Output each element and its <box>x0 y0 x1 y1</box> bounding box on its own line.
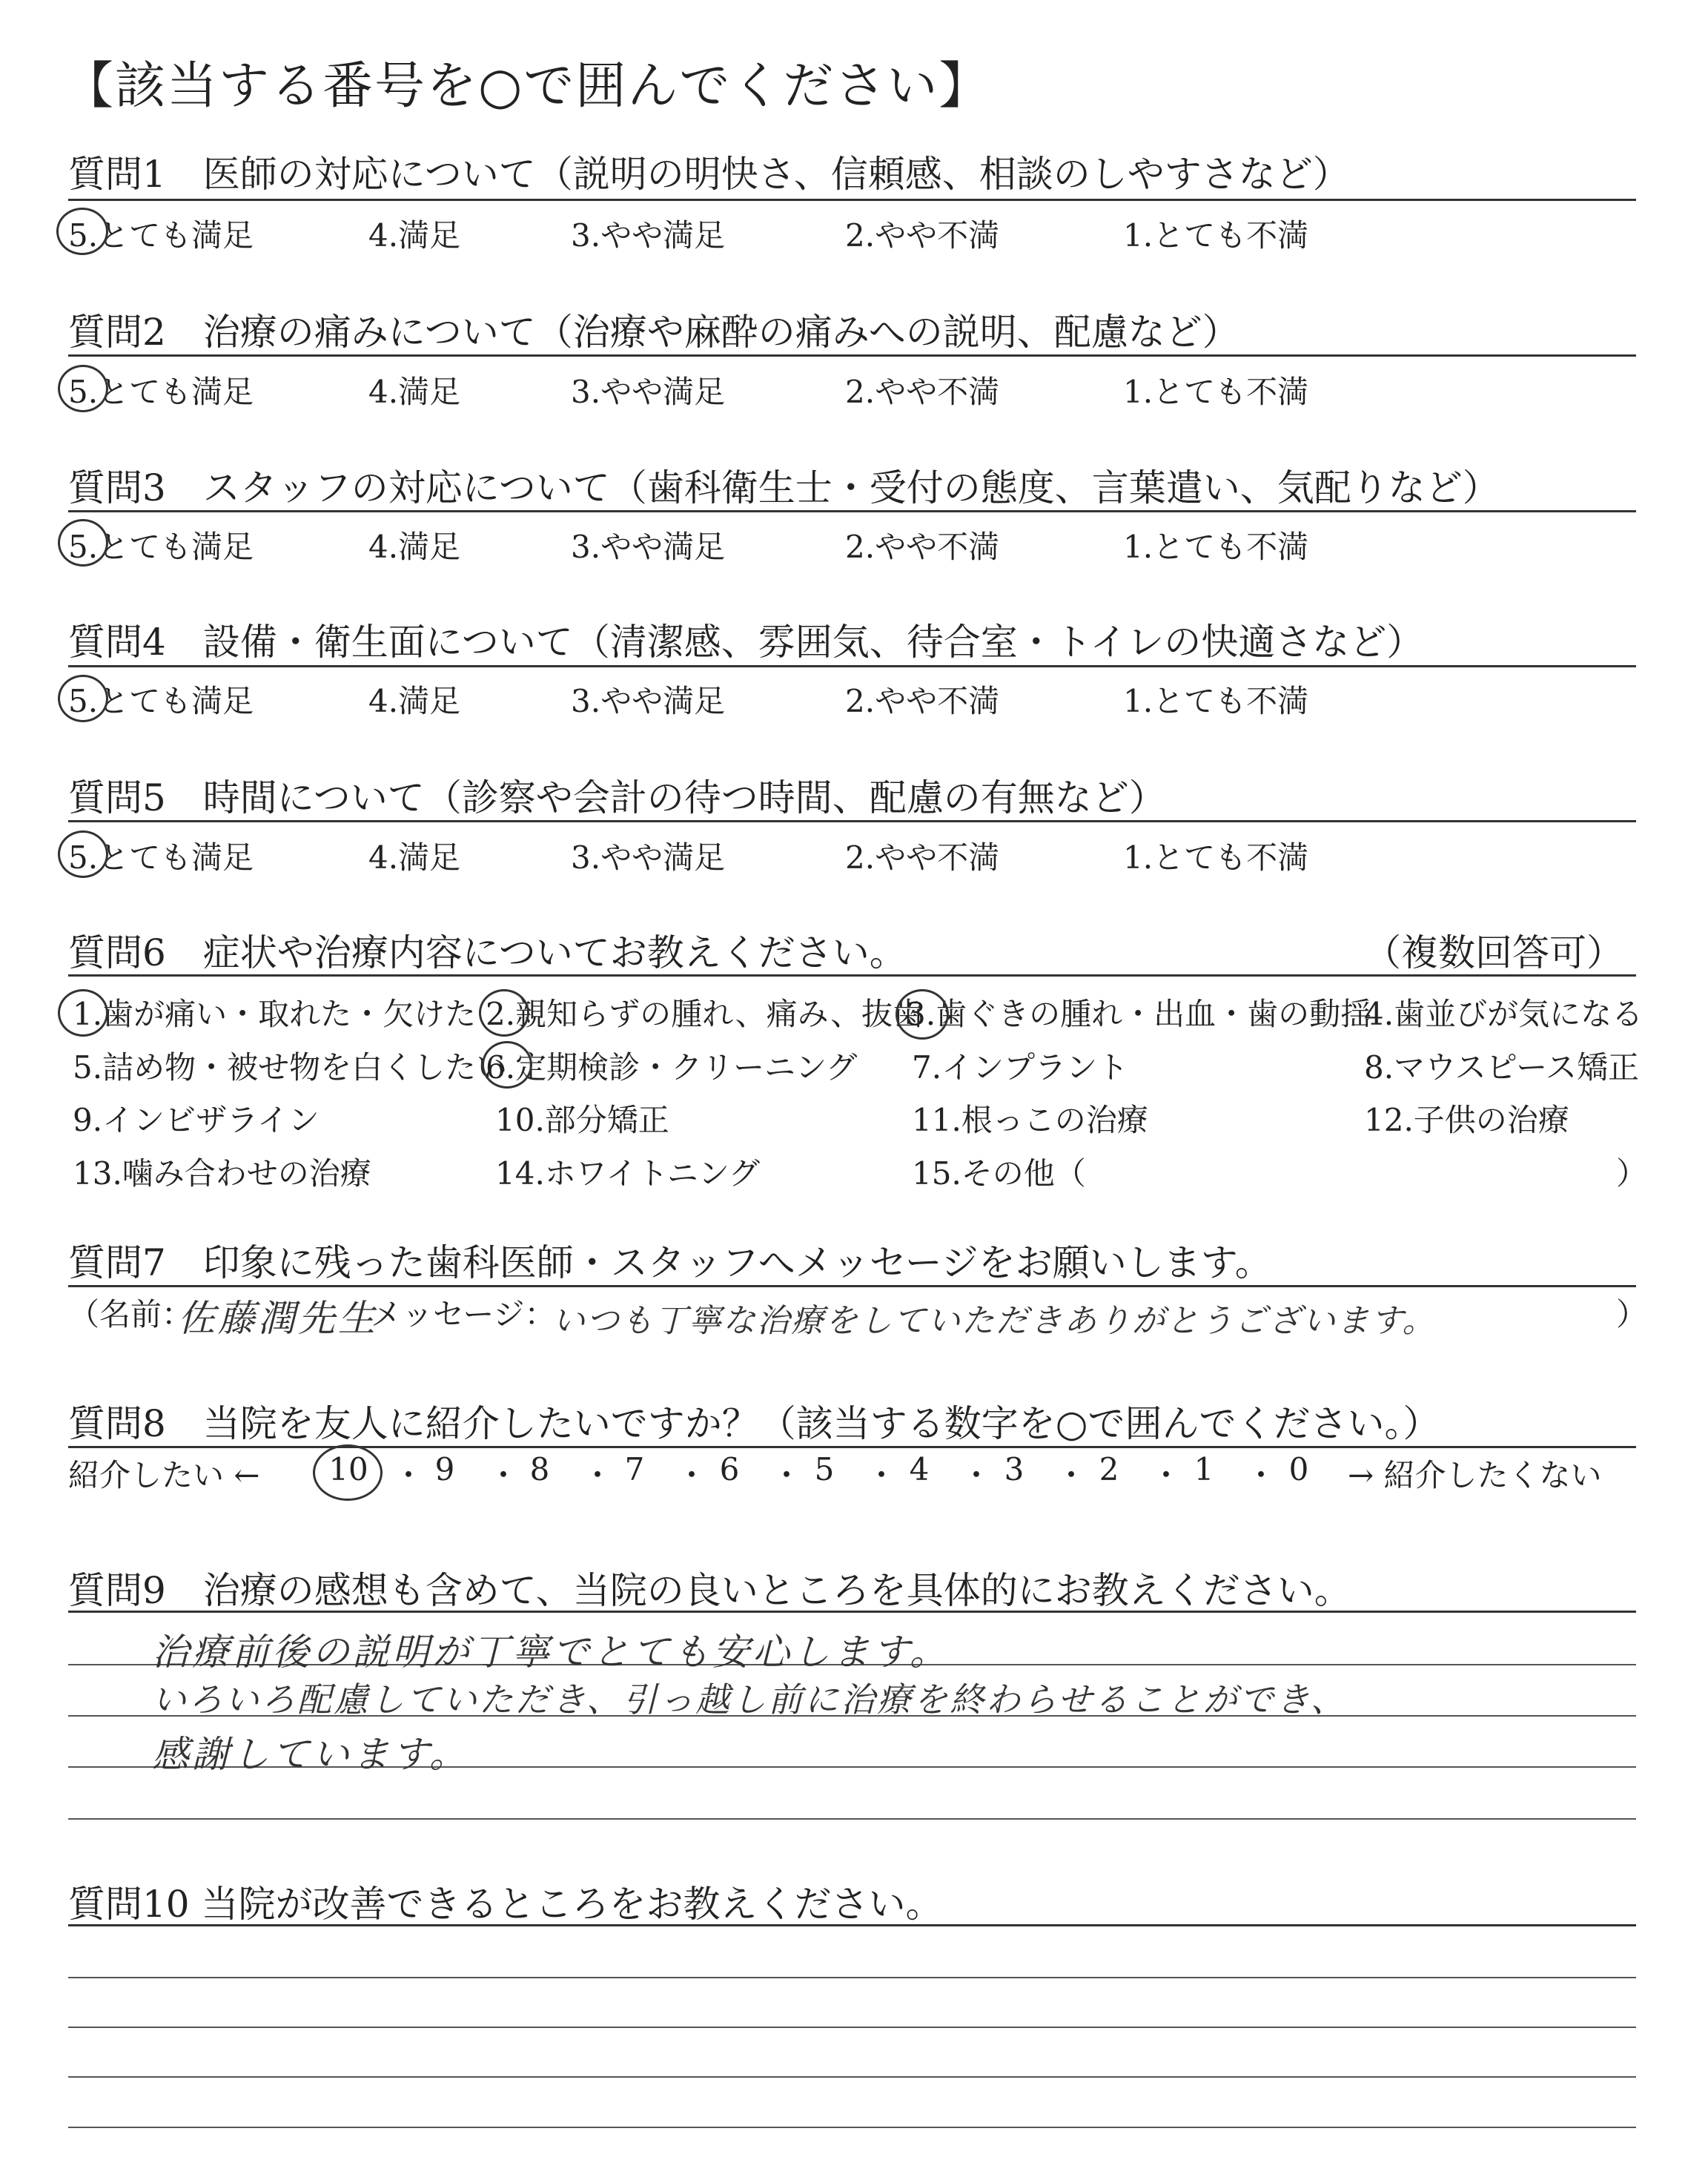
q3-option-2[interactable]: 2.やや不満 <box>845 529 1000 565</box>
q6-multiple-note: （複数回答可） <box>1364 931 1623 974</box>
q8-score-1[interactable]: 1 <box>1194 1451 1214 1487</box>
q9-rule <box>68 1611 1636 1613</box>
q10-writing-line <box>68 2076 1636 2078</box>
q4-option-1[interactable]: 1.とても不満 <box>1123 683 1309 719</box>
q3-option-5[interactable]: 5.とても満足 <box>68 529 254 565</box>
q2-option-1[interactable]: 1.とても不満 <box>1123 374 1309 410</box>
q6-option-10[interactable]: 10.部分矯正 <box>495 1102 669 1138</box>
q8-separator: ・ <box>676 1457 708 1493</box>
q1-title: 質問1 医師の対応について（説明の明快さ、信頼感、相談のしやすさなど） <box>68 153 1350 196</box>
q8-selection-circle <box>313 1444 383 1501</box>
q10-rule <box>68 1924 1636 1926</box>
q8-score-10[interactable]: 10 <box>328 1451 368 1487</box>
q8-score-6[interactable]: 6 <box>719 1451 740 1487</box>
q8-separator: ・ <box>393 1457 425 1493</box>
q5-option-2[interactable]: 2.やや不満 <box>845 839 1000 876</box>
q8-separator: ・ <box>961 1457 993 1493</box>
q3-selection-circle <box>58 519 108 567</box>
q8-separator: ・ <box>1151 1457 1182 1493</box>
q4-option-3[interactable]: 3.やや満足 <box>571 683 726 719</box>
q5-option-4[interactable]: 4.満足 <box>368 839 461 876</box>
q5-title: 質問5 時間について（診察や会計の待つ時間、配慮の有無など） <box>68 776 1166 819</box>
q4-option-5[interactable]: 5.とても満足 <box>68 683 254 719</box>
q8-separator: ・ <box>1056 1457 1088 1493</box>
q1-option-1[interactable]: 1.とても不満 <box>1123 217 1309 254</box>
q6-rule <box>68 974 1636 977</box>
q1-option-2[interactable]: 2.やや不満 <box>845 217 1000 254</box>
q8-score-4[interactable]: 4 <box>909 1451 930 1487</box>
q8-rule <box>68 1446 1636 1448</box>
q6-option-11[interactable]: 11.根っこの治療 <box>912 1102 1148 1138</box>
q8-separator: ・ <box>866 1457 898 1493</box>
q10-writing-line <box>68 2027 1636 2028</box>
q5-option-1[interactable]: 1.とても不満 <box>1123 839 1309 876</box>
q7-close: ） <box>1616 1296 1648 1332</box>
q9-answer-line-1[interactable]: 治療前後の説明が丁寧でとても安心します。 <box>152 1631 950 1674</box>
q2-rule <box>68 354 1636 357</box>
q10-title: 質問10 当院が改善できるところをお教えください。 <box>68 1883 943 1926</box>
q5-option-5[interactable]: 5.とても満足 <box>68 839 254 876</box>
q2-option-2[interactable]: 2.やや不満 <box>845 374 1000 410</box>
q1-option-5[interactable]: 5.とても満足 <box>68 217 254 254</box>
q5-option-3[interactable]: 3.やや満足 <box>571 839 726 876</box>
q6-option-2[interactable]: 2.親知らずの腫れ、痛み、抜歯 <box>486 996 924 1032</box>
q7-message-label: メッセージ： <box>371 1296 556 1332</box>
q5-rule <box>68 820 1636 822</box>
q3-rule <box>68 510 1636 512</box>
q9-writing-line <box>68 1818 1636 1820</box>
q2-option-4[interactable]: 4.満足 <box>368 374 461 410</box>
header-instruction: 【該当する番号を○で囲んでください】 <box>63 57 991 116</box>
q4-rule <box>68 665 1636 667</box>
q1-option-3[interactable]: 3.やや満足 <box>571 217 726 254</box>
q2-selection-circle <box>58 365 108 412</box>
q7-rule <box>68 1285 1636 1287</box>
q8-score-2[interactable]: 2 <box>1099 1451 1119 1487</box>
q8-separator: ・ <box>488 1457 520 1493</box>
q8-separator: ・ <box>582 1457 614 1493</box>
q6-selection-circle-6 <box>482 1041 532 1089</box>
q3-option-1[interactable]: 1.とても不満 <box>1123 529 1309 565</box>
q6-option-8[interactable]: 8.マウスピース矯正 <box>1364 1049 1640 1086</box>
q9-answer-line-2[interactable]: いろいろ配慮していただき、引っ越し前に治療を終わらせることができ、 <box>152 1680 1347 1720</box>
q4-option-4[interactable]: 4.満足 <box>368 683 461 719</box>
q8-score-7[interactable]: 7 <box>624 1451 645 1487</box>
q6-option-1[interactable]: 1.歯が痛い・取れた・欠けた <box>73 996 477 1032</box>
q9-answer-line-3[interactable]: 感謝しています。 <box>152 1733 469 1776</box>
q8-score-3[interactable]: 3 <box>1004 1451 1025 1487</box>
q4-selection-circle <box>58 675 108 722</box>
q1-selection-circle <box>56 208 108 255</box>
q3-option-3[interactable]: 3.やや満足 <box>571 529 726 565</box>
q7-name-label: （名前： <box>68 1296 193 1332</box>
q6-option-13[interactable]: 13.噛み合わせの治療 <box>73 1155 371 1192</box>
q6-option-14[interactable]: 14.ホワイトニング <box>495 1155 761 1192</box>
q8-right-label: → 紹介したくない <box>1348 1457 1602 1493</box>
q2-option-3[interactable]: 3.やや満足 <box>571 374 726 410</box>
q1-rule <box>68 199 1636 201</box>
q4-option-2[interactable]: 2.やや不満 <box>845 683 1000 719</box>
q1-option-4[interactable]: 4.満足 <box>368 217 461 254</box>
q6-title: 質問6 症状や治療内容についてお教えください。 <box>68 931 907 974</box>
q8-score-5[interactable]: 5 <box>814 1451 835 1487</box>
q10-writing-line <box>68 2127 1636 2128</box>
q6-option-4[interactable]: 4.歯並びが気になる <box>1364 996 1644 1032</box>
q7-message-handwritten[interactable]: いつも丁寧な治療をしていただきありがとうございます。 <box>552 1302 1437 1340</box>
q6-option-3[interactable]: 3.歯ぐきの腫れ・出血・歯の動揺 <box>906 996 1372 1032</box>
q7-title: 質問7 印象に残った歯科医師・スタッフへメッセージをお願いします。 <box>68 1241 1272 1284</box>
q8-score-9[interactable]: 9 <box>434 1451 455 1487</box>
q8-score-8[interactable]: 8 <box>529 1451 550 1487</box>
q6-selection-circle-1 <box>58 989 108 1037</box>
q8-score-0[interactable]: 0 <box>1288 1451 1309 1487</box>
q8-title: 質問8 当院を友人に紹介したいですか？（該当する数字を○で囲んでください。） <box>68 1402 1440 1445</box>
q6-option-7[interactable]: 7.インプラント <box>912 1049 1129 1086</box>
q3-option-4[interactable]: 4.満足 <box>368 529 461 565</box>
q2-option-5[interactable]: 5.とても満足 <box>68 374 254 410</box>
q8-left-label: 紹介したい ← <box>68 1457 260 1493</box>
q6-other-close: ） <box>1616 1155 1648 1192</box>
q6-selection-circle-3 <box>896 989 949 1040</box>
q3-title: 質問3 スタッフの対応について（歯科衛生士・受付の態度、言葉遣い、気配りなど） <box>68 466 1500 509</box>
q2-title: 質問2 治療の痛みについて（治療や麻酔の痛みへの説明、配慮など） <box>68 311 1239 354</box>
q4-title: 質問4 設備・衛生面について（清潔感、雰囲気、待合室・トイレの快適さなど） <box>68 621 1424 664</box>
q9-title: 質問9 治療の感想も含めて、当院の良いところを具体的にお教えください。 <box>68 1569 1351 1612</box>
q5-selection-circle <box>58 830 108 878</box>
q8-separator: ・ <box>1245 1457 1277 1493</box>
q6-option-5[interactable]: 5.詰め物・被せ物を白くしたい <box>73 1049 508 1086</box>
q7-name-handwritten[interactable]: 佐藤潤先生 <box>178 1297 378 1340</box>
q6-option-12[interactable]: 12.子供の治療 <box>1364 1102 1569 1138</box>
q6-option-15[interactable]: 15.その他（ <box>912 1155 1086 1192</box>
q6-option-9[interactable]: 9.インビザライン <box>73 1102 320 1138</box>
q6-selection-circle-2 <box>479 989 529 1037</box>
q6-option-6[interactable]: 6.定期検診・クリーニング <box>486 1049 858 1086</box>
q10-writing-line <box>68 1977 1636 1978</box>
q8-separator: ・ <box>771 1457 803 1493</box>
